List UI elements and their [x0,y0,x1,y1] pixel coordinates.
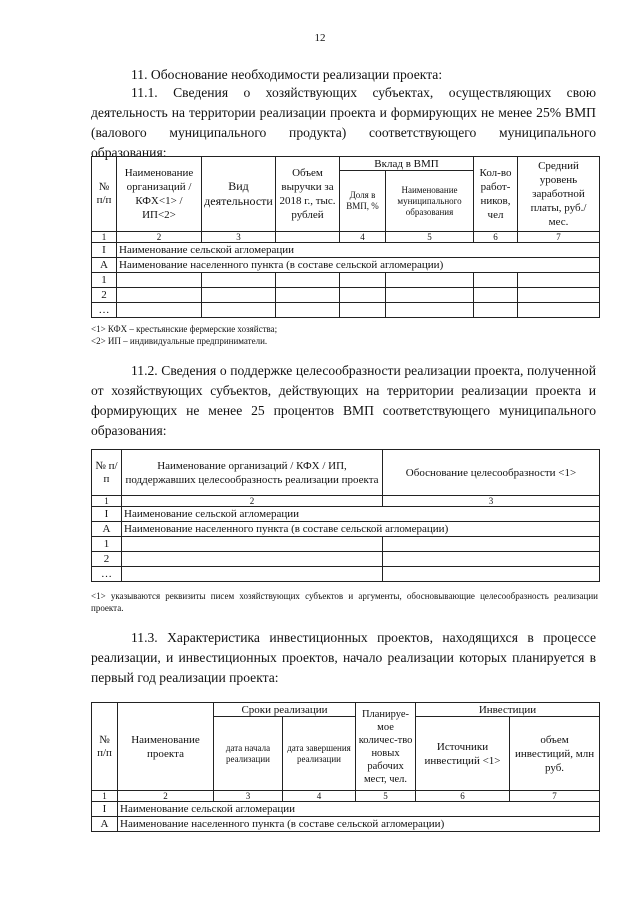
s3-table [91,702,600,832]
s2-header-org: Наименование организаций / КФХ / ИП, поддержавших целесообразность реализации проекта [122,450,383,496]
s3-header-name: Наименование проекта [118,703,214,791]
s1-header-workers: Кол-во работ-ников, чел [474,157,518,232]
table-row-num: I [92,243,117,258]
col-number [276,232,340,243]
section-title: 11. Обоснование необходимости реализации проекта: [131,67,443,82]
col-number: 2 [117,232,202,243]
s2-table [91,449,600,582]
table-row-text: Наименование сельской агломерации [122,507,600,522]
s1-footnote-1: <1> КФХ – крестьянские фермерские хозяйства; [91,324,278,334]
col-number: 1 [92,791,118,802]
table-row-text: Наименование населенного пункта (в составе сельской агломерации) [122,522,600,537]
s3-header-period: Сроки реализации [214,703,356,717]
col-number: 1 [92,232,117,243]
col-number: 6 [474,232,518,243]
table-row-num: I [92,802,118,817]
table-row-num: I [92,507,122,522]
s1-header-mo: Наименование муниципального образования [386,171,474,232]
col-number: 3 [202,232,276,243]
s3-intro: 11.3. Характеристика инвестиционных проектов, находящихся в процессе реализации, и инвестиционных проектов, начало реализации которых планируется в первый год реализации проекта: [91,630,596,685]
table-row-num: А [92,258,117,273]
table-row-num: А [92,522,122,537]
col-number: 5 [356,791,416,802]
s3-header-invest: Инвестиции [416,703,600,717]
table-row-num: 1 [92,273,117,288]
page-number: 12 [314,32,326,44]
col-number: 3 [383,496,600,507]
s2-header-basis: Обоснование целесообразности <1> [383,450,600,496]
s1-header-salary: Средний уровень заработной платы, руб./ мес. [518,157,600,232]
col-number: 2 [122,496,383,507]
s1-header-num: № п/п [92,157,117,232]
s2-footnote: <1> указываются реквизиты писем хозяйствующих субъектов и аргументы, обосновывающие целесообразность реализации проекта. [91,591,598,613]
s3-header-sources: Источники инвестиций <1> [416,717,510,791]
s2-intro: 11.2. Сведения о поддержке целесообразности реализации проекта, полученной от хозяйствующих субъектов, действующих на территории реализации проекта и формирующих не менее 25 процентов ВМП соответствующего муниципального образования: [91,363,596,438]
table-row-text: Наименование населенного пункта (в составе сельской агломерации) [118,817,600,832]
s1-header-vmp: Вклад в ВМП [340,157,474,171]
table-row-num: 1 [92,537,122,552]
s2-header-num: № п/п [92,450,122,496]
s1-footnote-2: <2> ИП – индивидуальные предприниматели. [91,336,268,346]
s3-header-volume: объем инвестиций, млн руб. [510,717,600,791]
col-number: 4 [340,232,386,243]
table-row-num: 2 [92,288,117,303]
s3-header-jobs: Планируе-мое количес-тво новых рабочих мест, чел. [356,703,416,791]
s3-header-start: дата начала реализации [214,717,283,791]
s1-header-revenue: Объем выручки за 2018 г., тыс. рублей [276,157,340,232]
s1-intro: 11.1. Сведения о хозяйствующих субъектах, осуществляющих свою деятельность на территории реализации проекта и формирующих не менее 25% ВМП (валового муниципального продукта) соответствующего муниципального образования: [91,85,596,160]
col-number: 7 [510,791,600,802]
col-number: 4 [283,791,356,802]
table-row-num: … [92,303,117,318]
s1-header-share: Доля в ВМП, % [340,171,386,232]
col-number: 1 [92,496,122,507]
col-number: 2 [118,791,214,802]
col-number: 5 [386,232,474,243]
s3-header-num: № п/п [92,703,118,791]
table-row-num: А [92,817,118,832]
col-number: 3 [214,791,283,802]
s1-header-activity: Вид деятельности [202,157,276,232]
col-number: 6 [416,791,510,802]
col-number: 7 [518,232,600,243]
s1-table [91,156,600,318]
s1-header-org: Наименование организаций / КФХ<1> / ИП<2> [117,157,202,232]
table-row-text: Наименование населенного пункта (в составе сельской агломерации) [117,258,600,273]
table-row-num: … [92,567,122,582]
s3-header-end: дата завершения реализации [283,717,356,791]
table-row-text: Наименование сельской агломерации [117,243,600,258]
table-row-text: Наименование сельской агломерации [118,802,600,817]
table-row-num: 2 [92,552,122,567]
